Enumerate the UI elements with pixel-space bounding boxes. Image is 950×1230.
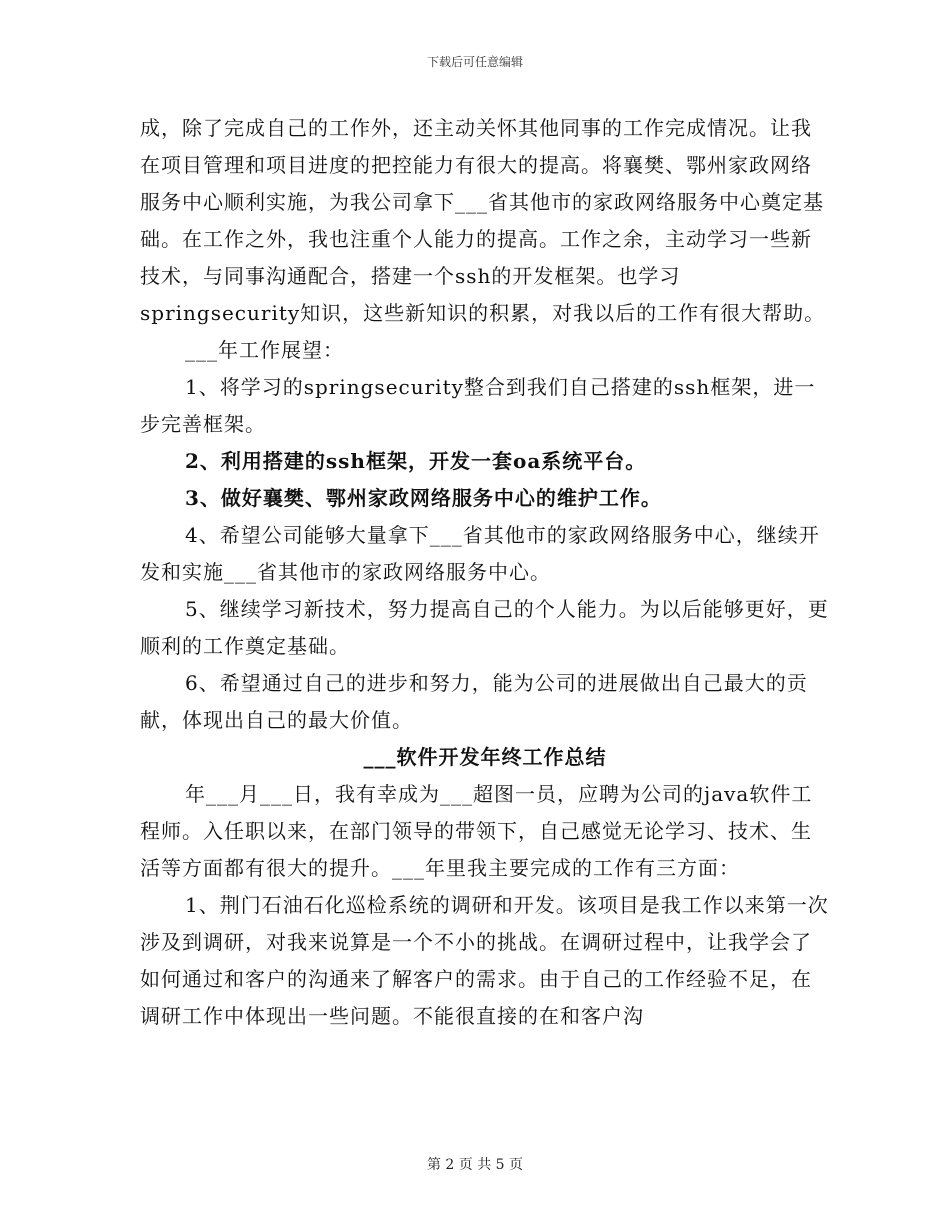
- paragraph: 年___月___日，我有幸成为___超图一员，应聘为公司的java软件工程师。入任职以来，在部门领导的带领下，自己感觉无论学习、技术、生活等方面都有很大的提升。___年里我主要完成的工作有三方面：: [140, 782, 813, 880]
- section-heading-outlook: ___年工作展望：: [185, 338, 344, 362]
- list-item: 3、做好襄樊、鄂州家政网络服务中心的维护工作。: [185, 486, 662, 510]
- list-item: 6、希望通过自己的进步和努力，能为公司的进展做出自己最大的贡献，体现出自己的最大价值。: [140, 671, 808, 732]
- list-item: 1、将学习的springsecurity整合到我们自己搭建的ssh框架，进一步完善框架。: [140, 375, 816, 436]
- document-body: [140, 110, 830, 1035]
- list-item: 4、希望公司能够大量拿下___省其他市的家政网络服务中心，继续开发和实施___省其他市的家政网络服务中心。: [140, 523, 820, 584]
- list-item: 5、继续学习新技术，努力提高自己的个人能力。为以后能够更好，更顺利的工作奠定基础。: [140, 597, 829, 658]
- document-title: ___软件开发年终工作总结: [363, 745, 607, 769]
- paragraph-continuation: 成，除了完成自己的工作外，还主动关怀其他同事的工作完成情况。让我在项目管理和项目进度的把控能力有很大的提高。将襄樊、鄂州家政网络服务中心顺利实施，为我公司拿下___省其他市的家政网络服务中心奠定基础。在工作之外，我也注重个人能力的提高。工作之余，主动学习一些新技术，与同事沟通配合，搭建一个ssh的开发框架。也学习springsecurity知识，这些新知识的积累，对我以后的工作有很大帮助。: [140, 116, 826, 325]
- page-header: 下载后可任意编辑: [426, 55, 523, 69]
- list-item: 1、荆门石油石化巡检系统的调研和开发。该项目是我工作以来第一次涉及到调研，对我来说算是一个不小的挑战。在调研过程中，让我学会了如何通过和客户的沟通来了解客户的需求。由于自己的工作经验不足，在调研工作中体现出一些问题。不能很直接的在和客户沟: [140, 893, 829, 1028]
- page-footer: 第 2 页 共 5 页: [426, 1157, 524, 1173]
- list-item: 2、利用搭建的ssh框架，开发一套oa系统平台。: [185, 449, 647, 473]
